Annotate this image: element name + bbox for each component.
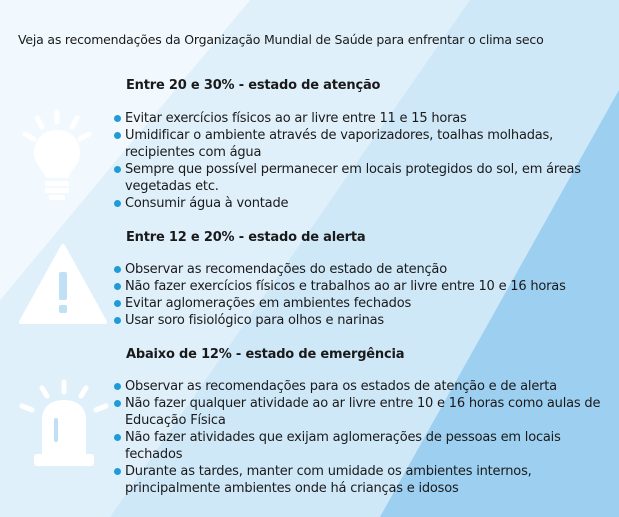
list-item bbox=[114, 161, 604, 195]
list-item bbox=[114, 295, 604, 312]
item-text: Durante as tardes, manter com umidade os ambientes internos, principalmente ambientes onde há crianças e idosos bbox=[125, 464, 532, 496]
bullet-icon bbox=[114, 166, 121, 173]
intro-text: Veja as recomendações da Organização Mundial de Saúde para enfrentar o clima seco bbox=[18, 32, 544, 47]
item-text: Não fazer atividades que exijam aglomerações de pessoas em locais fechados bbox=[125, 430, 561, 462]
bullet-icon bbox=[114, 400, 121, 407]
list-item bbox=[114, 429, 604, 463]
item-text: Umidificar o ambiente através de vaporizadores, toalhas molhadas, recipientes com água bbox=[125, 128, 554, 160]
item-text: Observar as recomendações do estado de atenção bbox=[125, 262, 447, 277]
item-text: Não fazer qualquer atividade ao ar livre entre 10 e 16 horas como aulas de Educação Física bbox=[125, 396, 601, 428]
recommendation-list bbox=[114, 110, 604, 212]
siren-icon bbox=[16, 378, 112, 470]
bullet-icon bbox=[114, 115, 121, 122]
section-title: Entre 20 e 30% - estado de atenção bbox=[126, 78, 381, 93]
item-text: Evitar exercícios físicos ao ar livre entre 11 e 15 horas bbox=[125, 111, 467, 126]
section-title: Entre 12 e 20% - estado de alerta bbox=[126, 230, 366, 245]
bullet-icon bbox=[114, 383, 121, 390]
bullet-icon bbox=[114, 468, 121, 475]
bullet-icon bbox=[114, 266, 121, 273]
list-item bbox=[114, 195, 604, 212]
section-title: Abaixo de 12% - estado de emergência bbox=[126, 347, 405, 362]
list-item bbox=[114, 312, 604, 329]
item-text: Não fazer exercícios físicos e trabalhos ao ar livre entre 10 e 16 horas bbox=[125, 279, 566, 294]
bullet-icon bbox=[114, 200, 121, 207]
list-item bbox=[114, 278, 604, 295]
recommendation-list bbox=[114, 378, 604, 497]
bullet-icon bbox=[114, 283, 121, 290]
list-item bbox=[114, 395, 604, 429]
item-text: Consumir água à vontade bbox=[125, 196, 289, 211]
list-item bbox=[114, 261, 604, 278]
recommendation-list bbox=[114, 261, 604, 329]
list-item bbox=[114, 110, 604, 127]
item-text: Sempre que possível permanecer em locais protegidos do sol, em áreas vegetadas etc. bbox=[125, 162, 581, 194]
list-item bbox=[114, 378, 604, 395]
warning-triangle-icon bbox=[18, 242, 108, 326]
item-text: Usar soro fisiológico para olhos e narinas bbox=[125, 313, 384, 328]
bullet-icon bbox=[114, 434, 121, 441]
list-item bbox=[114, 463, 604, 497]
bullet-icon bbox=[114, 300, 121, 307]
bullet-icon bbox=[114, 317, 121, 324]
item-text: Observar as recomendações para os estados de atenção e de alerta bbox=[125, 379, 557, 394]
item-text: Evitar aglomerações em ambientes fechados bbox=[125, 296, 412, 311]
bullet-icon bbox=[114, 132, 121, 139]
lightbulb-icon bbox=[22, 108, 92, 203]
list-item bbox=[114, 127, 604, 161]
